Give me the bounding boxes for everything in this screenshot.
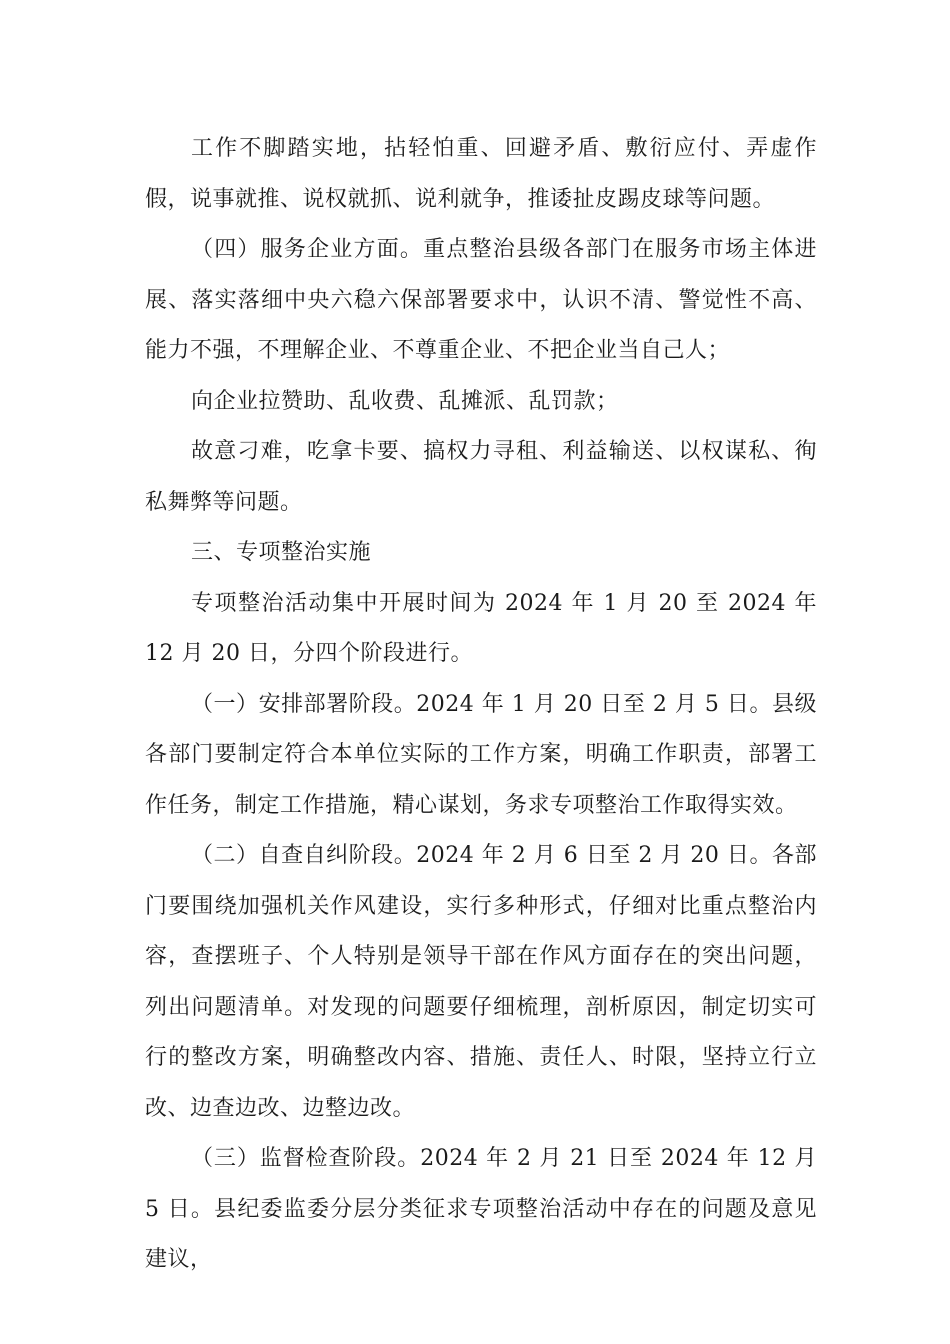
paragraph-deliberate-obstruction: 故意刁难，吃拿卡要、搞权力寻租、利益输送、以权谋私、徇私舞弊等问题。 [145,439,817,515]
paragraph-stage-two: （二）自查自纠阶段。2024 年 2 月 6 日至 2 月 20 日。各部门要围绕加强机关作风建设，实行多种形式，仔细对比重点整治内容，查摆班子、个人特别是领导干部在作风方面存在的突出问题，列出问题清单。对发现的问题要仔细梳理，剖析原因，制定切实可行的整改方案，明确整改内容、措施、责任人、时限，坚持立行立改、边查边改、边整边改。 [145,843,817,1121]
paragraph-work-problems: 工作不脚踏实地，拈轻怕重、回避矛盾、敷衍应付、弄虚作假，说事就推、说权就抓、说利就争，推诿扯皮踢皮球等问题。 [145,136,817,212]
paragraph-service-enterprise: （四）服务企业方面。重点整治县级各部门在服务市场主体进展、落实落细中央六稳六保部署要求中，认识不清、警觉性不高、能力不强，不理解企业、不尊重企业、不把企业当自己人； [145,237,817,363]
document-body [145,124,817,1286]
paragraph-stage-three: （三）监督检查阶段。2024 年 2 月 21 日至 2024 年 12 月 5 日。县纪委监委分层分类征求专项整治活动中存在的问题及意见建议， [145,1146,817,1272]
paragraph-timeframe: 专项整治活动集中开展时间为 2024 年 1 月 20 至 2024 年 12 月 20 日，分四个阶段进行。 [145,590,817,666]
paragraph-sponsorship: 向企业拉赞助、乱收费、乱摊派、乱罚款； [191,388,619,414]
paragraph-stage-one: （一）安排部署阶段。2024 年 1 月 20 日至 2 月 5 日。县级各部门要制定符合本单位实际的工作方案，明确工作职责，部署工作任务，制定工作措施，精心谋划，务求专项整治工作取得实效。 [145,691,817,818]
section-heading-implementation: 三、专项整治实施 [191,540,372,565]
